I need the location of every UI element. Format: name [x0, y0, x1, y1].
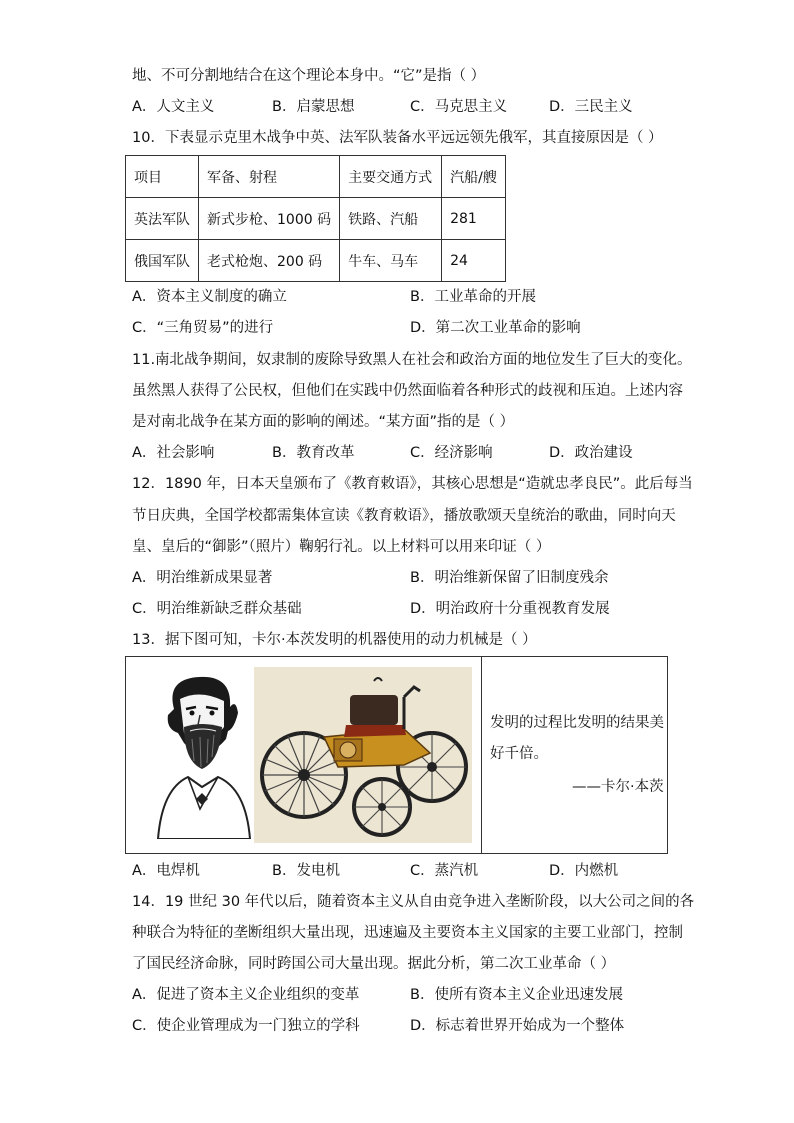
- q13-option-d[interactable]: D．内燃机: [549, 863, 619, 879]
- q12-stem-line: 节日庆典，全国学校都需集体宣读《教育敕语》，播放歌颂天皇统治的歌曲，同时向天: [132, 508, 676, 524]
- table-header-row: [126, 156, 506, 198]
- q9-stem-tail: 地、不可分割地结合在这个理论本身中。“它”是指（ ）: [132, 68, 486, 84]
- table-row: [126, 240, 506, 282]
- table-cell: 铁路、汽船: [340, 198, 442, 240]
- table-header-cell: 项目: [126, 156, 199, 198]
- q11-stem-line: 是对南北战争在某方面的影响的阐述。“某方面”指的是（ ）: [132, 414, 515, 430]
- q14-option-d[interactable]: D．标志着世界开始成为一个整体: [410, 1018, 625, 1034]
- table-header-cell: 主要交通方式: [340, 156, 442, 198]
- table-cell: 新式步枪、1000 码: [199, 198, 340, 240]
- q10-option-c[interactable]: C．“三角贸易”的进行: [132, 320, 274, 336]
- q11-option-b[interactable]: B．教育改革: [272, 445, 355, 461]
- benz-quote-line: 好千倍。: [490, 746, 548, 762]
- q13-option-a[interactable]: A．电焊机: [132, 863, 200, 879]
- table-cell: 英法军队: [126, 198, 199, 240]
- benz-car-image: [254, 667, 472, 843]
- benz-quote-author: ——卡尔·本茨: [572, 779, 664, 795]
- q12-stem-line: 12．1890 年，日本天皇颁布了《教育敕语》，其核心思想是“造就忠孝良民”。此后每当: [132, 476, 693, 492]
- q14-stem-line: 14．19 世纪 30 年代以后，随着资本主义从自由竞争进入垄断阶段，以大公司之间的各: [132, 894, 695, 910]
- table-cell: 24: [442, 240, 506, 282]
- q12-option-c[interactable]: C．明治维新缺乏群众基础: [132, 601, 302, 617]
- table-cell: 老式枪炮、200 码: [199, 240, 340, 282]
- benz-portrait-image: [144, 669, 256, 839]
- table-cell: 281: [442, 198, 506, 240]
- q14-option-b[interactable]: B．使所有资本主义企业迅速发展: [410, 987, 623, 1003]
- benz-quote-line: 发明的过程比发明的结果美: [490, 715, 664, 731]
- q14-stem-line: 了国民经济命脉，同时跨国公司大量出现。据此分析，第二次工业革命（ ）: [132, 956, 616, 972]
- q13-option-c[interactable]: C．蒸汽机: [410, 863, 479, 879]
- q11-stem-line: 11.南北战争期间，奴隶制的废除导致黑人在社会和政治方面的地位发生了巨大的变化。: [132, 352, 692, 368]
- q10-stem: 10．下表显示克里木战争中英、法军队装备水平远远领先俄军，其直接原因是（ ）: [132, 130, 663, 146]
- table-header-cell: 汽船/艘: [442, 156, 506, 198]
- q9-option-c[interactable]: C．马克思主义: [410, 99, 508, 115]
- q9-option-a[interactable]: A．人文主义: [132, 99, 215, 115]
- figure-divider: [481, 657, 482, 853]
- q12-option-a[interactable]: A．明治维新成果显著: [132, 570, 273, 586]
- q14-option-c[interactable]: C．使企业管理成为一门独立的学科: [132, 1018, 360, 1034]
- equipment-table: [125, 155, 506, 282]
- table-row: [126, 198, 506, 240]
- q10-option-d[interactable]: D．第二次工业革命的影响: [410, 320, 581, 336]
- q12-stem-line: 皇、皇后的“御影”（照片）鞠躬行礼。以上材料可以用来印证（ ）: [132, 539, 551, 555]
- q11-option-a[interactable]: A．社会影响: [132, 445, 215, 461]
- q11-option-d[interactable]: D．政治建设: [549, 445, 633, 461]
- q9-option-b[interactable]: B．启蒙思想: [272, 99, 355, 115]
- q11-option-c[interactable]: C．经济影响: [410, 445, 493, 461]
- q9-option-d[interactable]: D．三民主义: [549, 99, 633, 115]
- q12-option-b[interactable]: B．明治维新保留了旧制度残余: [410, 570, 609, 586]
- q13-stem: 13．据下图可知，卡尔·本茨发明的机器使用的动力机械是（ ）: [132, 632, 537, 648]
- q14-stem-line: 种联合为特征的垄断组织大量出现，迅速遍及主要资本主义国家的主要工业部门，控制: [132, 925, 683, 941]
- table-header-cell: 军备、射程: [199, 156, 340, 198]
- benz-figure-box: [125, 656, 668, 854]
- q10-option-b[interactable]: B．工业革命的开展: [410, 289, 536, 305]
- q11-stem-line: 虽然黑人获得了公民权，但他们在实践中仍然面临着各种形式的歧视和压迫。上述内容: [132, 383, 683, 399]
- q12-option-d[interactable]: D．明治政府十分重视教育发展: [410, 601, 610, 617]
- q13-option-b[interactable]: B．发电机: [272, 863, 340, 879]
- table-cell: 牛车、马车: [340, 240, 442, 282]
- q14-option-a[interactable]: A．促进了资本主义企业组织的变革: [132, 987, 360, 1003]
- q10-option-a[interactable]: A．资本主义制度的确立: [132, 289, 287, 305]
- table-cell: 俄国军队: [126, 240, 199, 282]
